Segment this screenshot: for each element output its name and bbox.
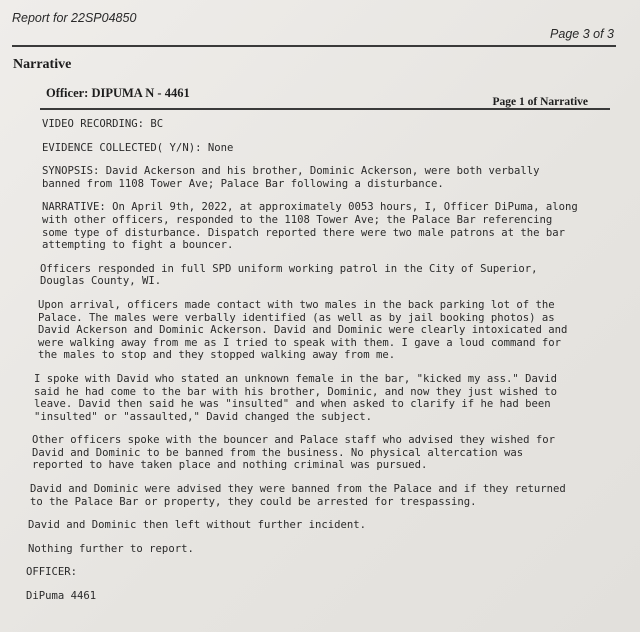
evidence-collected: EVIDENCE COLLECTED( Y/N): None xyxy=(42,141,234,154)
video-recording: VIDEO RECORDING: BC xyxy=(42,118,164,130)
page-indicator: Page 3 of 3 xyxy=(550,27,614,41)
officer-signature: DiPuma 4461 xyxy=(26,590,97,603)
statement-paragraph: I spoke with David who stated an unknown female in the bar, "kicked my ass." David said he had come to the bar with his brother, Dominic, and now they just wished to leave. David then said he was "insulted" and when asked to clarify if he had been "insulted" or "assaulted," David changed the subject. xyxy=(34,372,557,423)
synopsis-paragraph: SYNOPSIS: David Ackerson and his brother, Dominic Ackerson, were both verbally banned from 1108 Tower Ave; Palace Bar following a disturbance. xyxy=(42,165,540,190)
officer-divider xyxy=(40,108,610,110)
narrative-page-indicator: Page 1 of Narrative xyxy=(492,96,588,108)
bouncer-paragraph: Other officers spoke with the bouncer and Palace staff who advised they wished for David and Dominic to be banned from the business. No physical altercation was reported to have taken place and nothing criminal was pursued. xyxy=(32,434,555,472)
narrative-body xyxy=(26,118,616,614)
narrative-paragraph: NARRATIVE: On April 9th, 2022, at approximately 0053 hours, I, Officer DiPuma, along with other officers, responded to the 1108 Tower Ave; the Palace Bar referencing some type of disturbance. Dispatch reported there were two male patrons at the bar attempting to fight a bouncer. xyxy=(42,201,578,252)
officer-label: OFFICER: xyxy=(26,566,78,579)
header-divider xyxy=(12,45,616,47)
report-number: Report for 22SP04850 xyxy=(12,11,137,25)
arrival-paragraph: Upon arrival, officers made contact with two males in the back parking lot of the Palace. The males were verbally identified (as well as by jail booking photos) as David Ackerson and Dominic Ackerson. David and Dominic were clearly intoxicated and were walking away from me as I tried to speak with them. I gave a loud command for the males to stop and they stopped walking away from me. xyxy=(38,298,568,362)
closing-paragraph: Nothing further to report. xyxy=(28,542,194,555)
officers-paragraph: Officers responded in full SPD uniform working patrol in the City of Superior, Douglas County, WI. xyxy=(40,262,538,288)
departure-paragraph: David and Dominic then left without further incident. xyxy=(28,519,367,532)
ban-paragraph: David and Dominic were advised they were banned from the Palace and if they returned to the Palace Bar or property, they could be arrested for trespassing. xyxy=(30,483,566,508)
officer-line: Officer: DIPUMA N - 4461 xyxy=(46,86,190,100)
section-title: Narrative xyxy=(13,57,72,72)
